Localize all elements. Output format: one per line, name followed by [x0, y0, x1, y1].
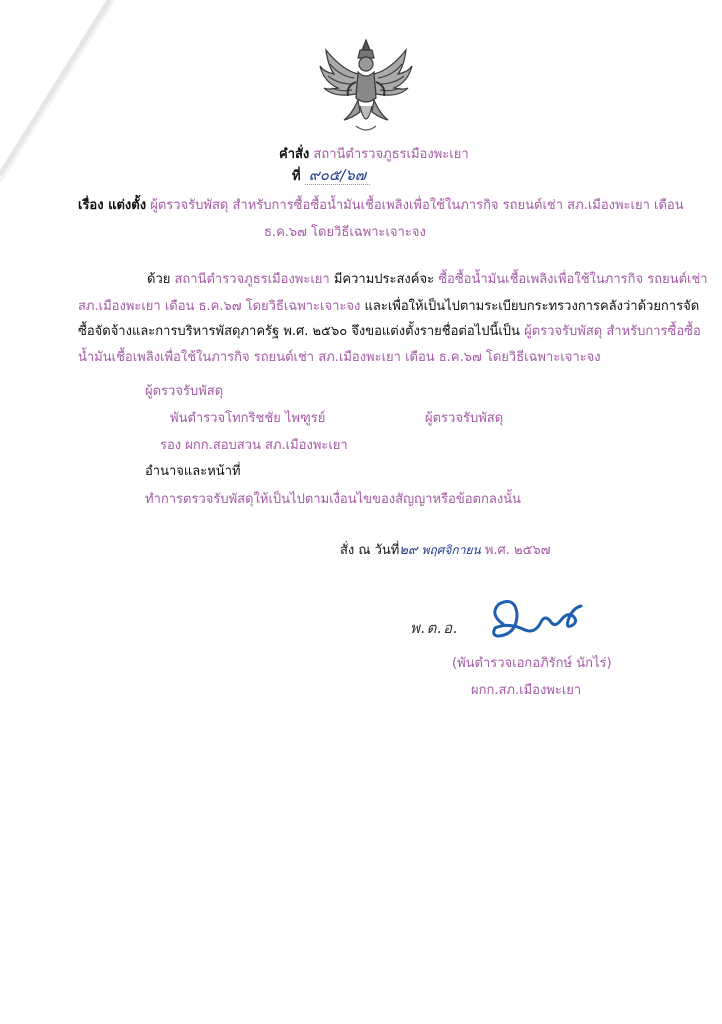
- duties-text: ทำการตรวจรับพัสดุให้เป็นไปตามเงื่อนไขของสัญญาหรือข้อตกลงนั้น: [145, 492, 521, 507]
- signature-title: ผกก.สภ.เมืองพะเยา: [471, 683, 582, 698]
- body-issuer: สถานีตำรวจภูธรเมืองพะเยา: [174, 272, 330, 287]
- committee-member-name: พันตำรวจโทกริชชัย ไพฑูรย์: [170, 411, 326, 426]
- handwritten-signature-icon: [485, 596, 595, 646]
- issued-prefix: สั่ง ณ วันที่: [340, 543, 400, 558]
- committee-heading: ผู้ตรวจรับพัสดุ: [145, 384, 224, 399]
- issued-date-line: [340, 542, 550, 559]
- subject-label: เรื่อง แต่งตั้ง: [78, 198, 147, 213]
- subject-text-1: ผู้ตรวจรับพัสดุ สำหรับการซื้อซื้อน้ำมันเชื้อเพลิงเพื่อใช้ในภารกิจ รถยนต์เช่า สภ.เมืองพะเยา เดือน: [150, 198, 684, 213]
- number-label: ที่: [292, 169, 301, 184]
- issued-year-label: พ.ศ.: [484, 543, 510, 558]
- subject-line-1: [78, 197, 684, 214]
- issued-month: พฤศจิกายน: [421, 543, 481, 557]
- subject-text-2: ธ.ค.๖๗ โดยวิธีเฉพาะเจาะจง: [264, 225, 426, 240]
- body-line-2: [78, 298, 699, 315]
- order-number-line: [292, 167, 370, 185]
- order-number: ๙๐๕/๖๗: [305, 166, 370, 185]
- body-regulation-1: และเพื่อให้เป็นไปตามระเบียบกระทรวงการคลังว่าด้วยการจัด: [364, 299, 700, 314]
- committee-member-position: รอง ผกก.สอบสวน สภ.เมืองพะเยา: [160, 438, 348, 453]
- order-line: [279, 146, 469, 163]
- committee-member-role: ผู้ตรวจรับพัสดุ: [425, 411, 504, 426]
- body-role-a: ผู้ตรวจรับพัสดุ สำหรับการซื้อซื้อ: [524, 324, 701, 339]
- body-purpose-2: สภ.เมืองพะเยา เดือน ธ.ค.๖๗ โดยวิธีเฉพาะเจาะจง: [78, 299, 361, 314]
- issued-day: ๒๙: [399, 543, 418, 558]
- body-line-1: [147, 271, 708, 288]
- issued-year: ๒๕๖๗: [514, 543, 551, 558]
- order-label: คำสั่ง: [279, 147, 310, 162]
- body-intent: มีความประสงค์จะ: [333, 272, 435, 287]
- signature-name: (พันตำรวจเอกอภิรักษ์ นักไร่): [452, 656, 612, 671]
- body-line-3: [78, 323, 701, 340]
- order-issuer: สถานีตำรวจภูธรเมืองพะเยา: [313, 147, 469, 162]
- garuda-emblem-icon: [316, 36, 416, 136]
- body-lead: ด้วย: [147, 272, 171, 287]
- body-purpose-1: ซื้อซื้อน้ำมันเชื้อเพลิงเพื่อใช้ในภารกิจ รถยนต์เช่า: [438, 272, 708, 287]
- signature-rank: พ.ต.อ.: [410, 619, 459, 637]
- body-regulation-2: ซื้อจัดจ้างและการบริหารพัสดุภาครัฐ พ.ศ. ๒๕๖๐ จึงขอแต่งตั้งรายชื่อต่อไปนี้เป็น: [78, 324, 520, 339]
- body-role-b: น้ำมันเชื้อเพลิงเพื่อใช้ในภารกิจ รถยนต์เช่า สภ.เมืองพะเยา เดือน ธ.ค.๖๗ โดยวิธีเฉพาะเจาะจง: [78, 350, 601, 365]
- duties-heading: อำนาจและหน้าที่: [145, 464, 241, 479]
